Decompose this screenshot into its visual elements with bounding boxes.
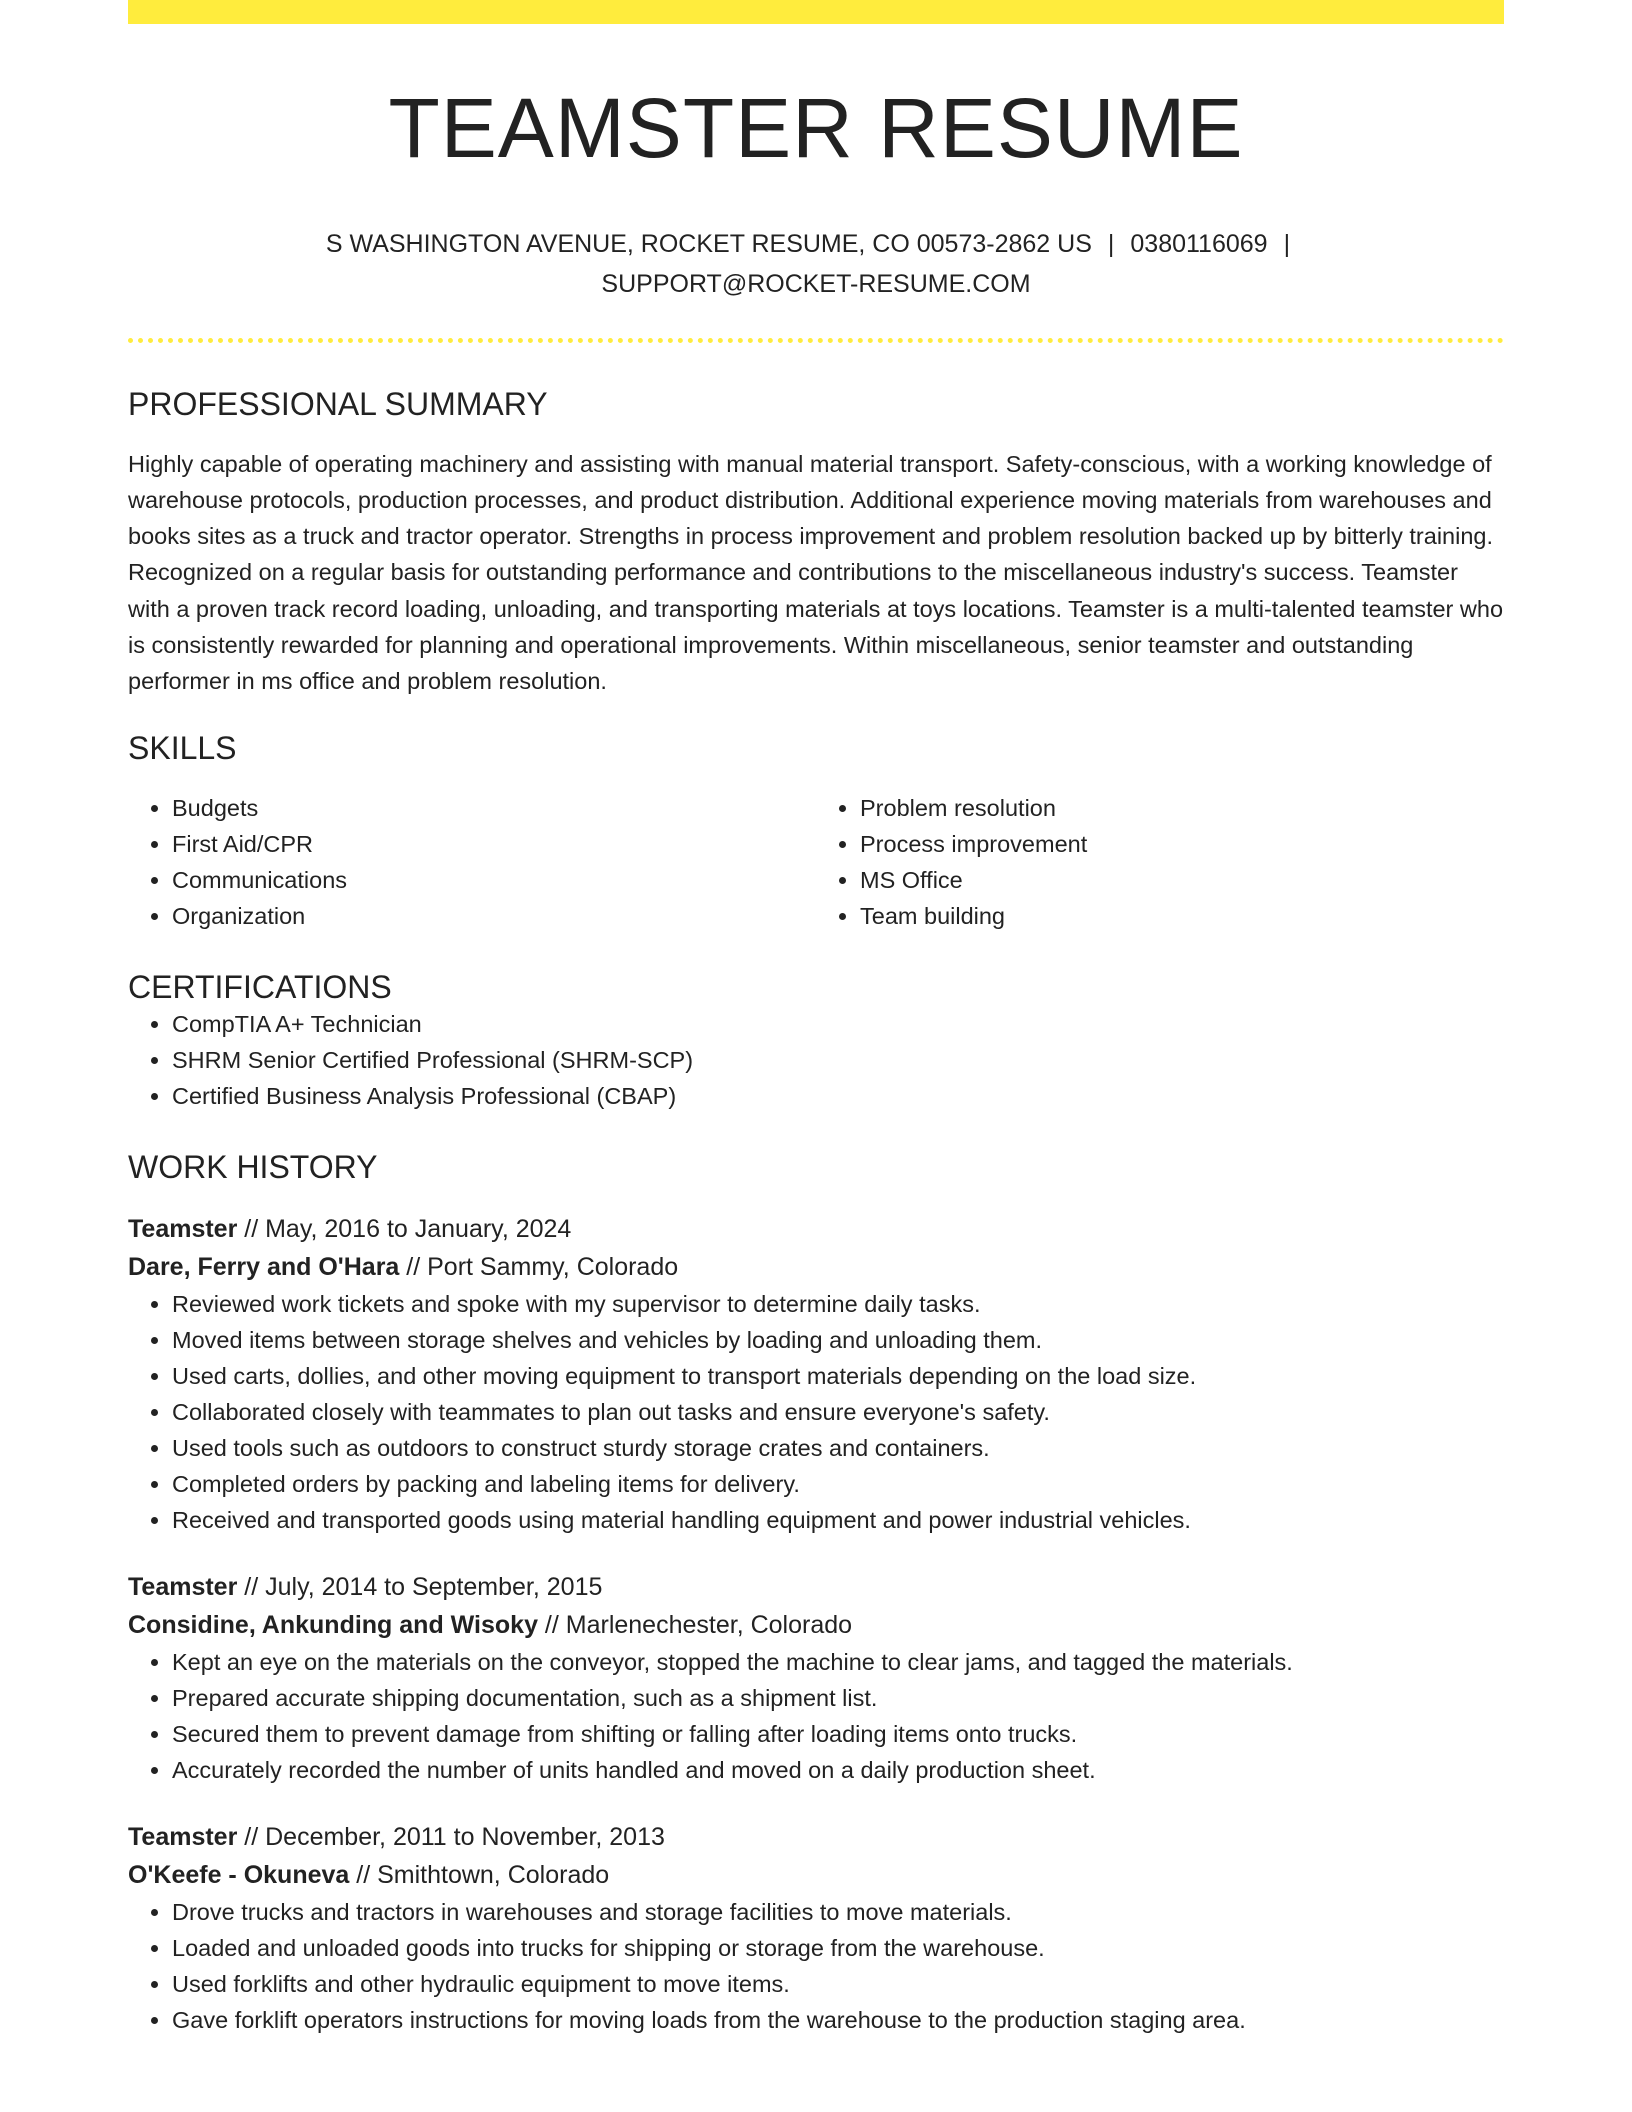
list-item: • Used carts, dollies, and other moving equipment to transport materials depending on the load size. (172, 1358, 1504, 1394)
list-item: • Used forklifts and other hydraulic equipment to move items. (172, 1966, 1504, 2002)
certifications-list (128, 1006, 1504, 1114)
top-accent-bar (128, 0, 1504, 24)
job-dates: // May, 2016 to January, 2024 (237, 1215, 572, 1244)
job-location: // Port Sammy, Colorado (399, 1253, 679, 1282)
job-location: // Marlenechester, Colorado (537, 1611, 853, 1640)
list-item: • Process improvement (860, 826, 1504, 862)
resume-title: TEAMSTER RESUME (388, 81, 1244, 175)
contact-address: S WASHINGTON AVENUE, ROCKET RESUME, CO 00573-2862 US (325, 230, 1092, 259)
job-role-line (128, 1818, 1504, 1856)
summary-text: Highly capable of operating machinery and assisting with manual material transport. Safety-conscious, with a working knowledge of warehouse protocols, production processes, and product distribution. Additional experience moving materials from warehouses and books sites as a truck and tractor operator. Strengths in process improvement and problem resolution backed up by bitterly training. Recognized on a regular basis for outstanding performance and contributions to the miscellaneous industry's success. Teamster with a proven track record loading, unloading, and transporting materials at toys locations. Teamster is a multi-talented teamster who is consistently rewarded for planning and operational improvements. Within miscellaneous, senior teamster and outstanding performer in ms office and problem resolution. (128, 450, 1504, 694)
list-item: • Completed orders by packing and labeling items for delivery. (172, 1466, 1504, 1502)
job-role: Teamster (128, 1215, 238, 1244)
job-dates: // December, 2011 to November, 2013 (237, 1823, 665, 1852)
job-duties-list (128, 1286, 1504, 1538)
job-company-line (128, 1248, 1504, 1286)
list-item: • Prepared accurate shipping documentation, such as a shipment list. (172, 1680, 1504, 1716)
job-entry (128, 1568, 1504, 1788)
work-history-heading: WORK HISTORY (128, 1148, 378, 1185)
contact-phone: 0380116069 (1130, 230, 1268, 259)
list-item: • MS Office (860, 862, 1504, 898)
skills-column-left (128, 790, 816, 934)
summary-heading: PROFESSIONAL SUMMARY (128, 386, 548, 423)
list-item: • Received and transported goods using material handling equipment and power industrial vehicles. (172, 1502, 1504, 1538)
list-item: • Problem resolution (860, 790, 1504, 826)
certifications-heading: CERTIFICATIONS (128, 968, 392, 1005)
job-entry (128, 1818, 1504, 2038)
job-company: Dare, Ferry and O'Hara (128, 1253, 400, 1282)
contact-separator: | (1283, 230, 1291, 259)
contact-info (128, 224, 1504, 304)
contact-email: SUPPORT@ROCKET-RESUME.COM (601, 270, 1031, 299)
job-role-line (128, 1210, 1504, 1248)
job-entry (128, 1210, 1504, 1538)
list-item: • Certified Business Analysis Professional (CBAP) (172, 1078, 1504, 1114)
list-item: • Loaded and unloaded goods into trucks for shipping or storage from the warehouse. (172, 1930, 1504, 1966)
dotted-divider (128, 338, 1504, 343)
list-item: • First Aid/CPR (172, 826, 816, 862)
skills-list (128, 790, 1504, 934)
job-dates: // July, 2014 to September, 2015 (237, 1573, 603, 1602)
list-item: • Reviewed work tickets and spoke with my supervisor to determine daily tasks. (172, 1286, 1504, 1322)
list-item: • Team building (860, 898, 1504, 934)
list-item: • Used tools such as outdoors to construct sturdy storage crates and containers. (172, 1430, 1504, 1466)
list-item: • Gave forklift operators instructions for moving loads from the warehouse to the production staging area. (172, 2002, 1504, 2038)
skills-column-right (816, 790, 1504, 934)
skills-heading: SKILLS (128, 730, 237, 767)
list-item: • SHRM Senior Certified Professional (SHRM-SCP) (172, 1042, 1504, 1078)
job-role: Teamster (128, 1823, 238, 1852)
job-duties-list (128, 1644, 1504, 1788)
list-item: • Kept an eye on the materials on the conveyor, stopped the machine to clear jams, and tagged the materials. (172, 1644, 1504, 1680)
list-item: • Collaborated closely with teammates to plan out tasks and ensure everyone's safety. (172, 1394, 1504, 1430)
contact-separator: | (1107, 230, 1115, 259)
job-company-line (128, 1856, 1504, 1894)
job-role: Teamster (128, 1573, 238, 1602)
list-item: • Accurately recorded the number of units handled and moved on a daily production sheet. (172, 1752, 1504, 1788)
list-item: • Secured them to prevent damage from shifting or falling after loading items onto trucks. (172, 1716, 1504, 1752)
job-company: O'Keefe - Okuneva (128, 1861, 350, 1890)
list-item: • Moved items between storage shelves and vehicles by loading and unloading them. (172, 1322, 1504, 1358)
job-location: // Smithtown, Colorado (349, 1861, 610, 1890)
job-company: Considine, Ankunding and Wisoky (128, 1611, 538, 1640)
job-company-line (128, 1606, 1504, 1644)
resume-page (128, 0, 1504, 2038)
list-item: • Organization (172, 898, 816, 934)
job-role-line (128, 1568, 1504, 1606)
list-item: • CompTIA A+ Technician (172, 1006, 1504, 1042)
list-item: • Communications (172, 862, 816, 898)
list-item: • Budgets (172, 790, 816, 826)
list-item: • Drove trucks and tractors in warehouses and storage facilities to move materials. (172, 1894, 1504, 1930)
job-duties-list (128, 1894, 1504, 2038)
